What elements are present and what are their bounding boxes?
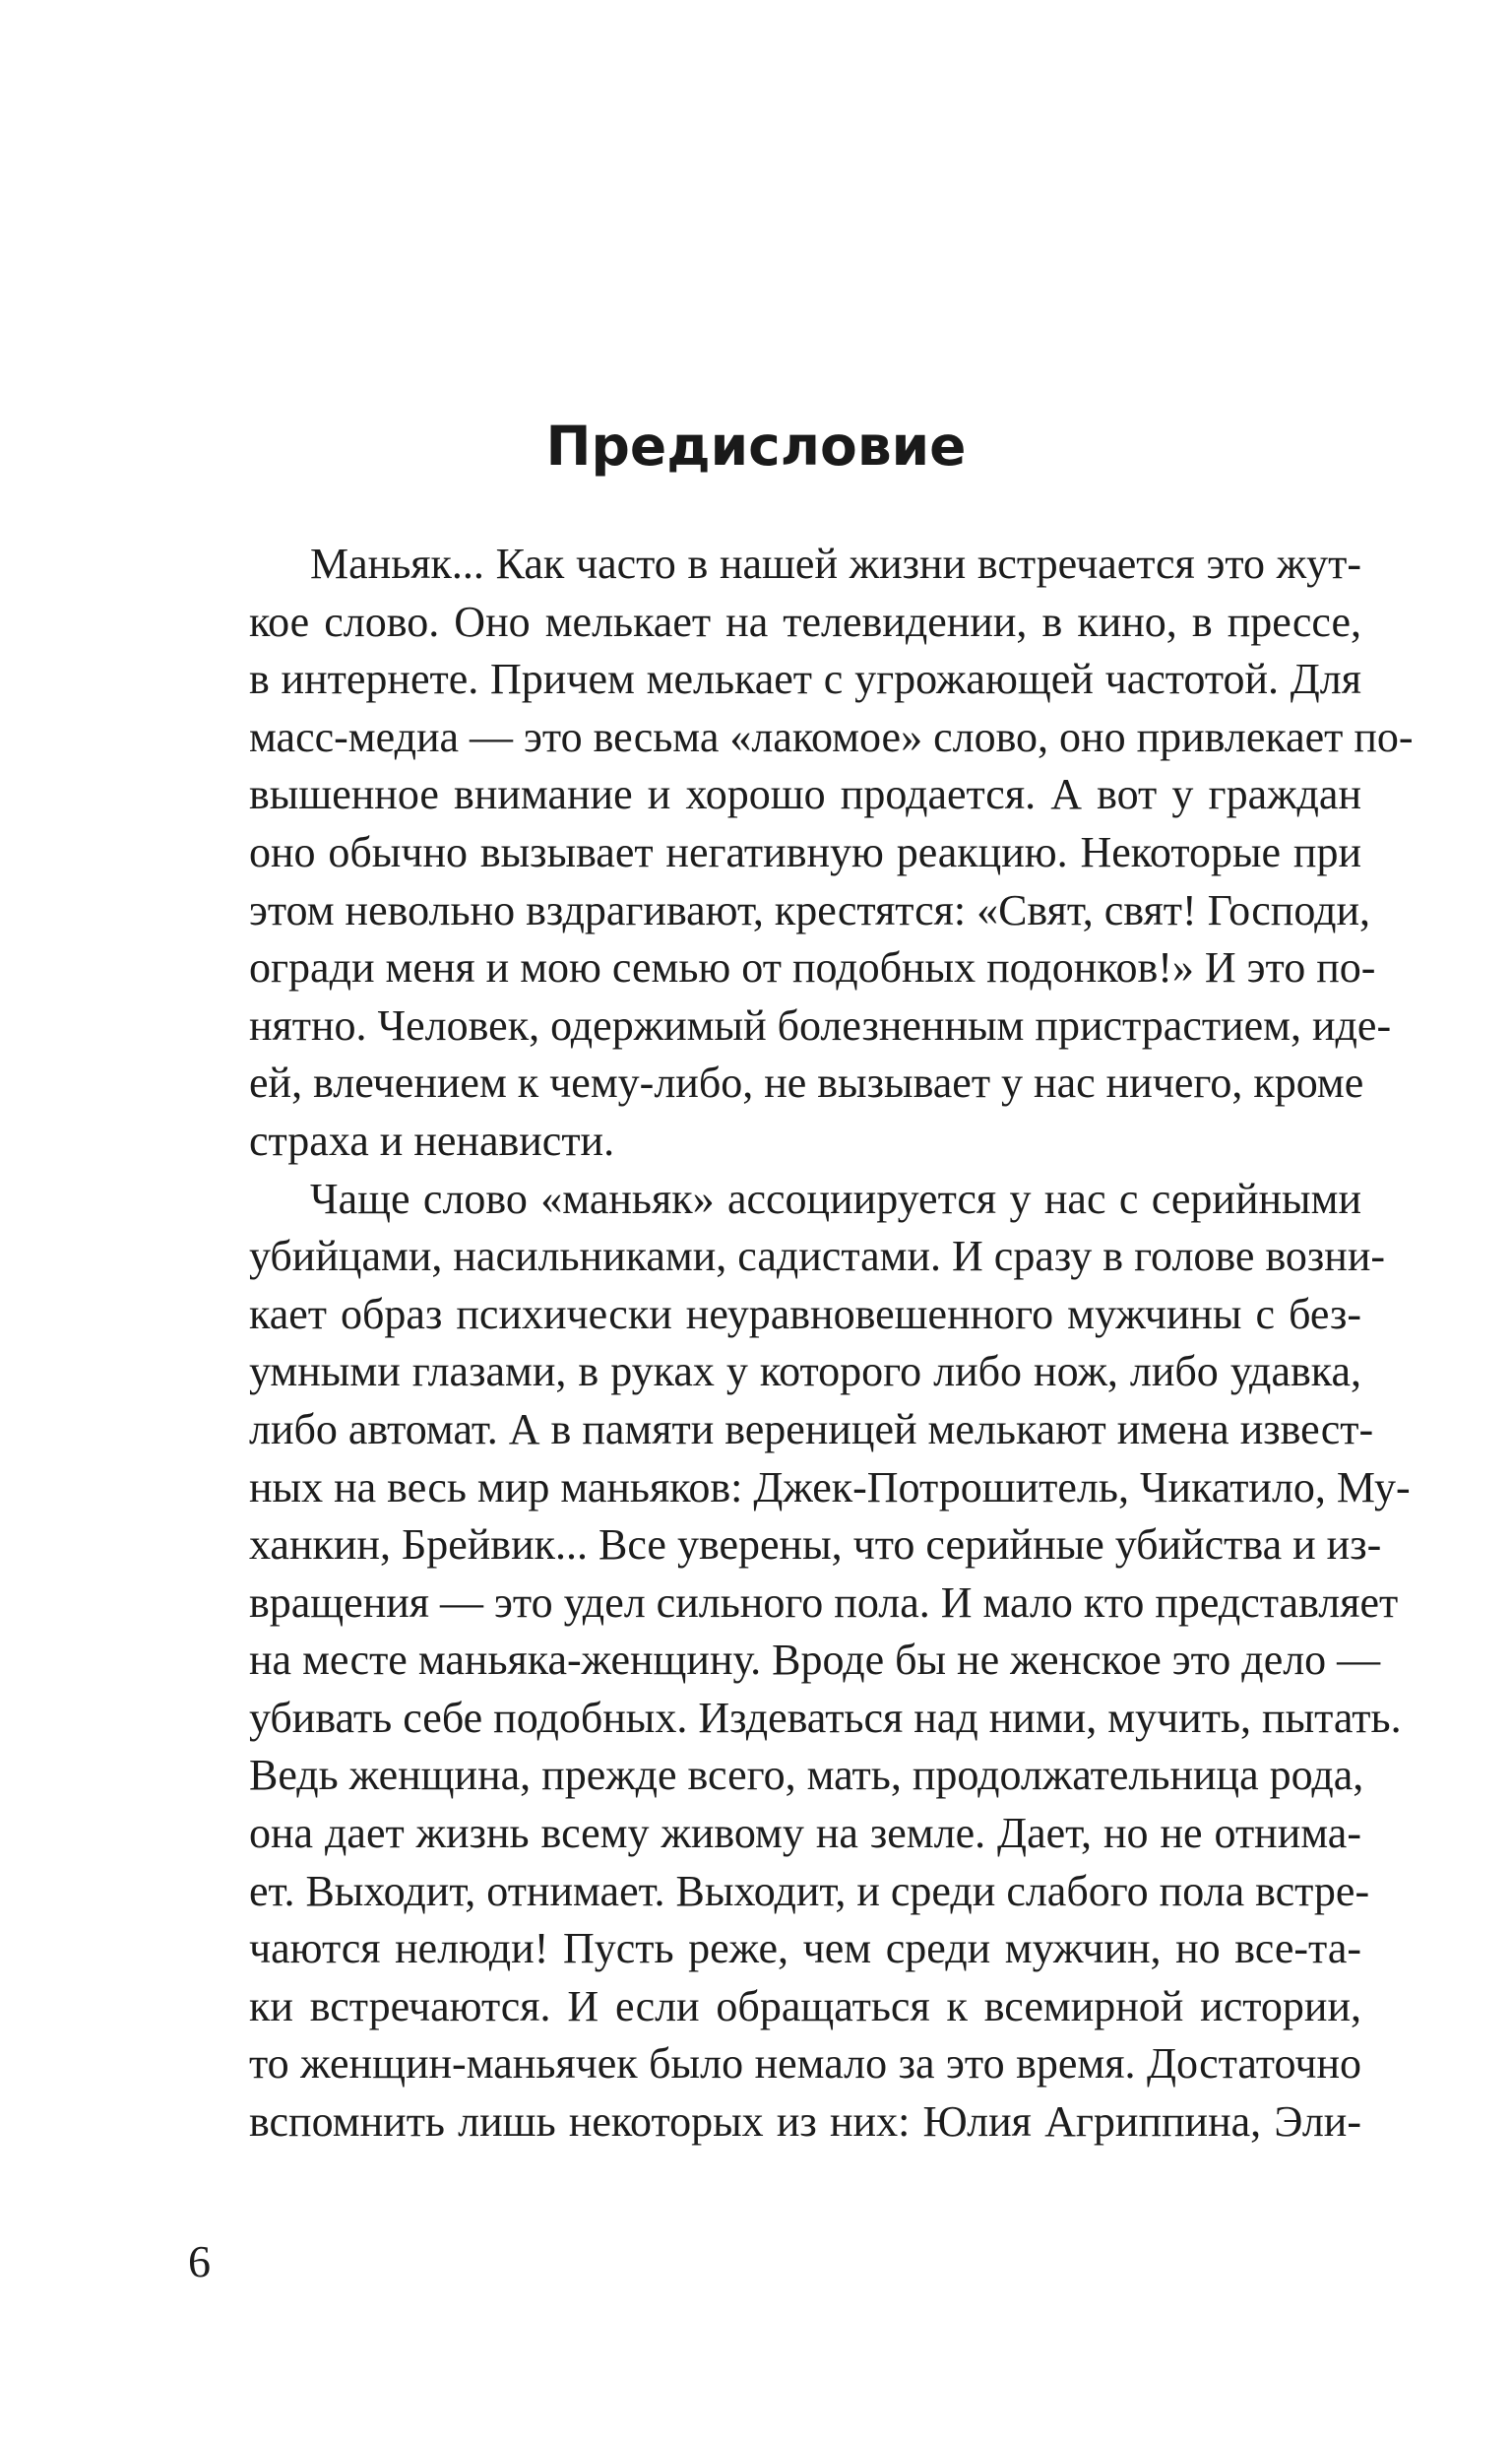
text-line: ки встречаются. И если обращаться к всемирной истории, <box>249 1981 1361 2030</box>
text-line: либо автомат. А в памяти вереницей мелькают имена извест- <box>249 1404 1374 1453</box>
paragraph-2 <box>188 1171 1411 2152</box>
text-line: кое слово. Оно мелькает на телевидении, в кино, в прессе, <box>249 597 1361 646</box>
text-line: масс-медиа — это весьма «лакомое» слово, оно привлекает по- <box>249 712 1414 761</box>
text-line: ет. Выходит, отнимает. Выходит, и среди слабого пола встре- <box>249 1866 1370 1915</box>
text-line: вспомнить лишь некоторых из них: Юлия Агриппина, Эли- <box>249 2097 1361 2147</box>
text-line: вращения — это удел сильного пола. И мало кто представляет <box>249 1577 1399 1627</box>
text-line: ханкин, Брейвик... Все уверены, что серийные убийства и из- <box>249 1520 1382 1570</box>
text-line: в интернете. Причем мелькает с угрожающей частотой. Для <box>249 655 1361 704</box>
text-line: на месте маньяка-женщину. Вроде бы не женское это дело — <box>249 1636 1381 1685</box>
text-line: убивать себе подобных. Издеваться над ними, мучить, пытать. <box>249 1693 1402 1742</box>
text-line: огради меня и мою семью от подобных подонков!» И это по- <box>249 943 1376 993</box>
text-line: Ведь женщина, прежде всего, мать, продолжательница рода, <box>249 1751 1364 1800</box>
text-line: Чаще слово «маньяк» ассоциируется у нас с серийными <box>310 1174 1361 1223</box>
body-text <box>188 536 1414 2152</box>
page-number: 6 <box>188 2236 211 2286</box>
text-line: умными глазами, в руках у которого либо нож, либо удавка, <box>249 1347 1361 1396</box>
text-line: чаются нелюди! Пусть реже, чем среди мужчин, но все-та- <box>249 1924 1361 1973</box>
text-line: вышенное внимание и хорошо продается. А вот у граждан <box>249 770 1361 819</box>
text-line: оно обычно вызывает негативную реакцию. Некоторые при <box>249 827 1361 876</box>
text-line: то женщин-маньячек было немало за это время. Достаточно <box>249 2039 1361 2089</box>
text-line: кает образ психически неуравновешенного мужчины с без- <box>249 1289 1361 1338</box>
text-line: нятно. Человек, одержимый болезненным пристрастием, иде- <box>249 1000 1392 1050</box>
page-title: Предисловие <box>545 415 967 478</box>
text-line: страха и ненависти. <box>249 1116 615 1165</box>
text-line: она дает жизнь всему живому на земле. Дает, но не отнима- <box>249 1809 1361 1858</box>
text-line: Маньяк... Как часто в нашей жизни встречается это жут- <box>310 540 1361 588</box>
text-line: убийцами, насильниками, садистами. И сразу в голове возни- <box>249 1232 1386 1281</box>
text-line: ных на весь мир маньяков: Джек-Потрошитель, Чикатило, Му- <box>249 1462 1411 1511</box>
paragraph-1 <box>188 536 1414 1171</box>
text-line: ей, влечением к чему-либо, не вызывает у нас ничего, кроме <box>249 1059 1364 1108</box>
text-line: этом невольно вздрагивают, крестятся: «Свят, свят! Господи, <box>249 885 1371 934</box>
